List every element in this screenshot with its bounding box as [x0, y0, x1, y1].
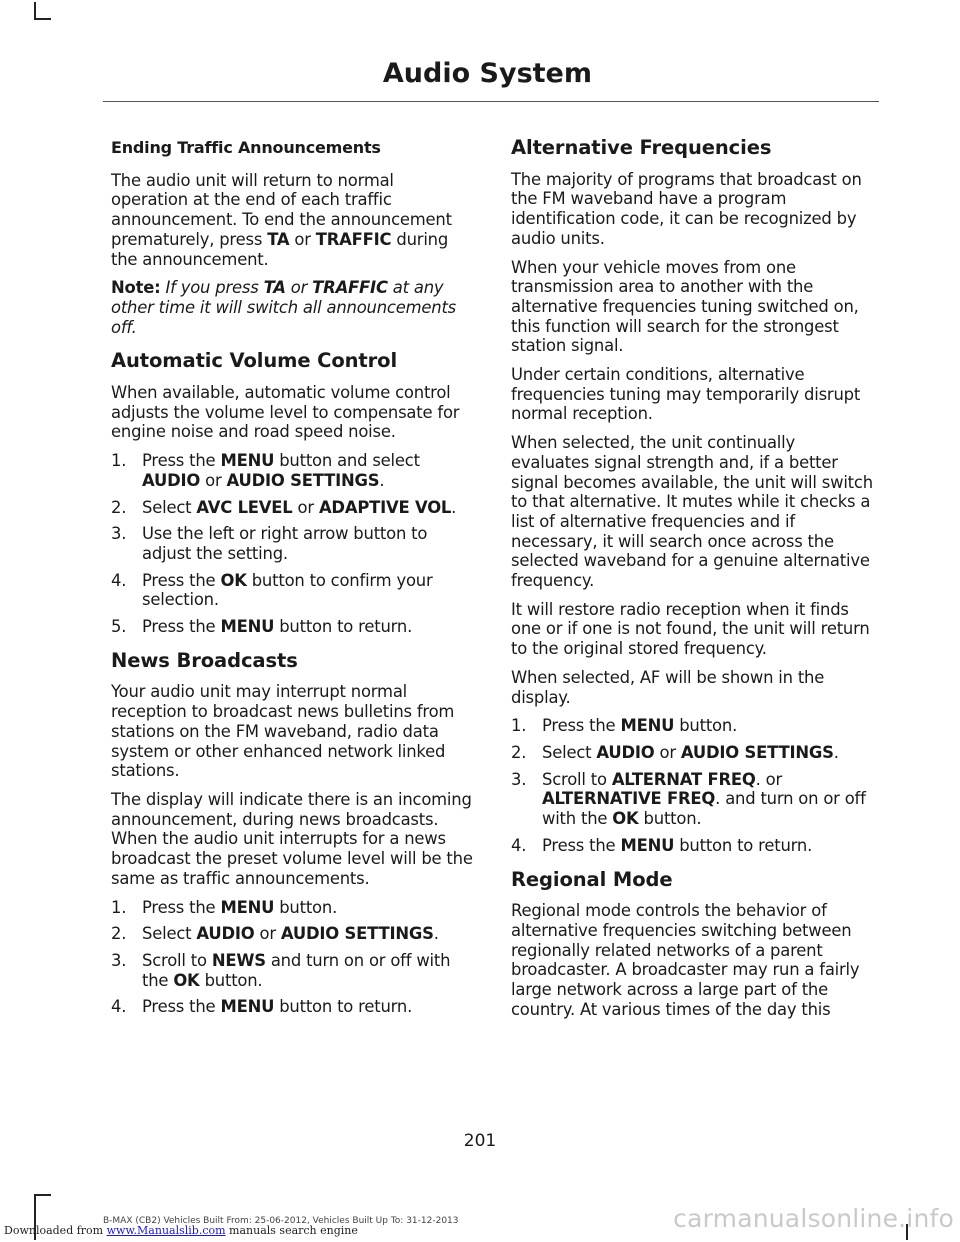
af-paragraph: The majority of programs that broadcast on the FM waveband have a program identification code, it can be recognized by audio units. — [511, 169, 862, 248]
avc-steps — [111, 451, 475, 637]
header-rule — [103, 101, 879, 102]
news-paragraph: The display will indicate there is an incoming announcement, during news broadcasts. When the audio unit interrupts for a news broadcast the preset volume level will be the same as traffic announcements. — [111, 789, 473, 888]
af-paragraph: When selected, AF will be shown in the display. — [511, 667, 825, 707]
af-heading: Alternative Frequencies — [511, 136, 772, 159]
af-steps — [511, 716, 875, 855]
ending-heading: Ending Traffic Announcements — [111, 138, 381, 157]
avc-intro: When available, automatic volume control adjusts the volume level to compensate for engine noise and road speed noise. — [111, 383, 460, 442]
list-item: 2. Select AUDIO or AUDIO SETTINGS. — [511, 742, 839, 762]
list-item: 2. Select AUDIO or AUDIO SETTINGS. — [111, 924, 439, 944]
list-item: 3. Scroll to ALTERNAT FREQ. or ALTERNATIVE FREQ. and turn on or off with the OK button. — [511, 769, 866, 829]
regional-heading: Regional Mode — [511, 867, 673, 891]
list-item: 5. Press the MENU button to return. — [111, 617, 413, 637]
crop-mark — [34, 18, 51, 20]
af-paragraph: It will restore radio reception when it finds one or if one is not found, the unit will return to the original stored frequency. — [511, 599, 870, 659]
manualslib-link[interactable]: www.Manualslib.com — [106, 1224, 226, 1237]
af-paragraph: When selected, the unit continually evaluates signal strength and, if a better signal becomes available, the unit will switch to that alternative. It mutes while it checks a list of alternative frequencies and if necessary, it will search once across the selected waveband for a genuine alternative frequency. — [511, 433, 873, 591]
regional-paragraph: Regional mode controls the behavior of alternative frequencies switching between regionally related networks of a parent broadcaster. A broadcaster may run a fairly large network across a large part of the country. At various times of the day this — [511, 901, 860, 1019]
af-paragraph: When your vehicle moves from one transmission area to another with the alternative frequencies tuning switched on, this function will search for the strongest station signal. — [511, 257, 859, 356]
left-column — [111, 130, 475, 1026]
crop-mark — [34, 1194, 51, 1196]
news-paragraph: Your audio unit may interrupt normal reception to broadcast news bulletins from stations on the FM waveband, radio data system or other enhanced network linked stations. — [111, 682, 455, 781]
crop-mark — [34, 2, 36, 19]
list-item: 2. Select AVC LEVEL or ADAPTIVE VOL. — [111, 497, 457, 517]
page-title: Audio System — [382, 58, 592, 89]
list-item: 3. Use the left or right arrow button to adjust the setting. — [111, 524, 428, 563]
list-item: 3. Scroll to NEWS and turn on or off with the OK button. — [111, 950, 451, 990]
ending-note: Note: If you press TA or TRAFFIC at any other time it will switch all announcements off. — [111, 278, 457, 337]
list-item: 4. Press the MENU button to return. — [511, 835, 813, 855]
list-item: 1. Press the MENU button. — [111, 897, 338, 917]
news-heading: News Broadcasts — [111, 648, 298, 672]
avc-heading: Automatic Volume Control — [111, 349, 398, 373]
page-number: 201 — [463, 1131, 497, 1151]
list-item: 1. Press the MENU button and select AUDIO or AUDIO SETTINGS. — [111, 451, 420, 490]
list-item: 4. Press the OK button to confirm your selection. — [111, 570, 433, 610]
news-steps — [111, 898, 475, 1018]
watermark: carmanualsonline.info — [673, 1204, 954, 1233]
ending-paragraph: The audio unit will return to normal operation at the end of each traffic announcement. To end the announcement prematurely, press TA or TRAFFIC during the announcement. — [111, 170, 452, 269]
af-paragraph: Under certain conditions, alternative frequencies tuning may temporarily disrupt normal reception. — [511, 365, 861, 424]
footer-download-note: Downloaded from www.Manualslib.com manuals search engine — [4, 1224, 358, 1237]
list-item: 4. Press the MENU button to return. — [111, 997, 413, 1017]
footer-vehicle-info: B-MAX (CB2) Vehicles Built From: 25-06-2012, Vehicles Built Up To: 31-12-2013 — [103, 1216, 459, 1226]
right-column — [511, 130, 875, 1028]
list-item: 1. Press the MENU button. — [511, 716, 738, 736]
